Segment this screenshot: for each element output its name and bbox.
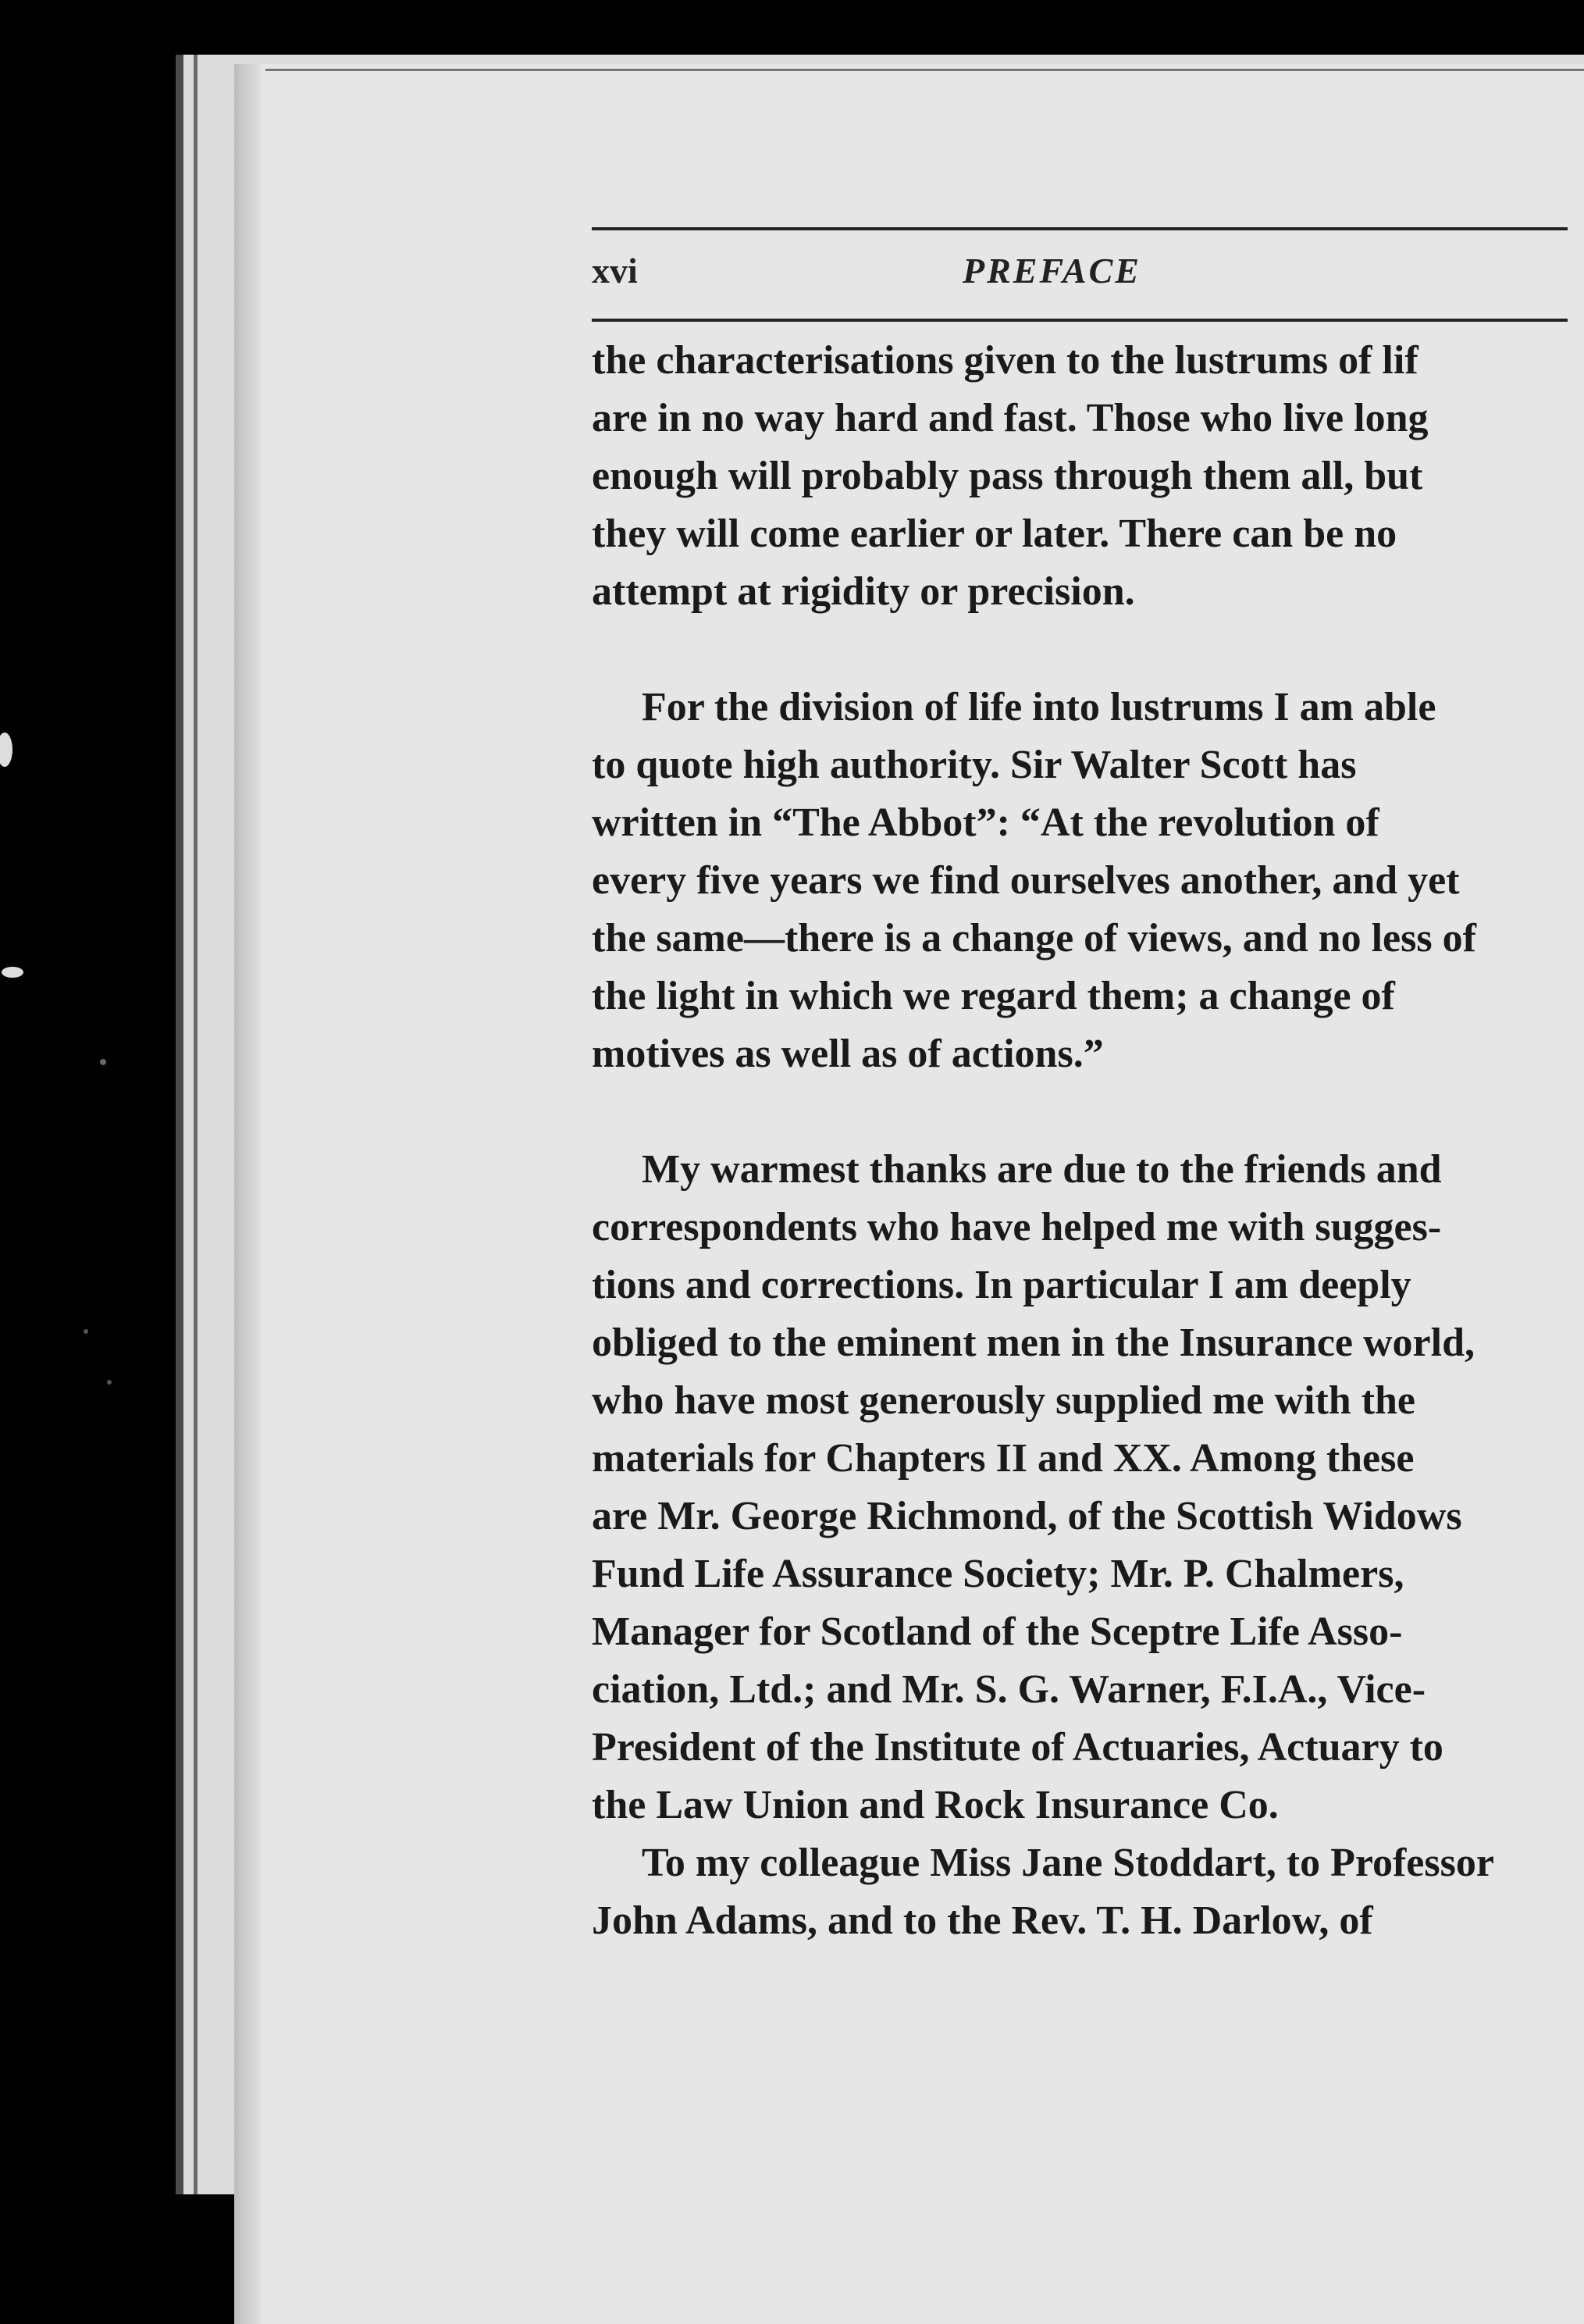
text-line: are Mr. George Richmond, of the Scottish Widows: [592, 1494, 1462, 1538]
text-line: the Law Union and Rock Insurance Co.: [592, 1783, 1279, 1827]
text-line: the same—there is a change of views, and no less of: [592, 916, 1476, 961]
text-line: every five years we find ourselves another, and yet: [592, 858, 1460, 903]
header-rule-top: [592, 227, 1568, 230]
page-gutter-shadow: [234, 64, 265, 2324]
text-line: Manager for Scotland of the Sceptre Life Asso-: [592, 1609, 1403, 1654]
text-line: motives as well as of actions.”: [592, 1032, 1104, 1076]
header-rule-bottom: [592, 319, 1568, 322]
page-number: xvi: [592, 251, 638, 290]
running-head: PREFACE: [963, 251, 1141, 290]
text-line: written in “The Abbot”: “At the revolution of: [592, 800, 1379, 845]
text-line: the light in which we regard them; a change of: [592, 974, 1395, 1018]
text-line: attempt at rigidity or precision.: [592, 569, 1135, 614]
text-line: obliged to the eminent men in the Insurance world,: [592, 1321, 1475, 1365]
page-header: [592, 250, 1568, 305]
text-line: My warmest thanks are due to the friends and: [642, 1147, 1442, 1192]
scan-specks: [0, 0, 187, 2324]
text-line: materials for Chapters II and XX. Among these: [592, 1436, 1415, 1481]
text-line: to quote high authority. Sir Walter Scott has: [592, 743, 1357, 787]
text-line: who have most generously supplied me with the: [592, 1378, 1416, 1423]
text-line: correspondents who have helped me with sugges-: [592, 1205, 1442, 1249]
text-line: they will come earlier or later. There can be no: [592, 511, 1397, 556]
paragraph-gap: [592, 1083, 1584, 1141]
scan-speck: [107, 1380, 112, 1385]
book-cover-edge-inner: [194, 55, 198, 2194]
paragraph-gap: [592, 621, 1584, 679]
page-top-edge: [265, 69, 1584, 71]
text-line: enough will probably pass through them all, but: [592, 454, 1423, 498]
scan-speck: [84, 1329, 88, 1334]
text-line: John Adams, and to the Rev. T. H. Darlow, of: [592, 1898, 1373, 1943]
text-line: the characterisations given to the lustrums of lif: [592, 338, 1418, 383]
scan-speck: [2, 967, 23, 978]
text-line: tions and corrections. In particular I am deeply: [592, 1263, 1411, 1307]
text-line: To my colleague Miss Jane Stoddart, to Professor: [642, 1841, 1494, 1885]
scan-speck: [100, 1059, 106, 1065]
book-cover-edge: [176, 55, 183, 2194]
body-text: [592, 332, 1584, 1950]
text-line: ciation, Ltd.; and Mr. S. G. Warner, F.I.A., Vice-: [592, 1667, 1426, 1712]
text-line: Fund Life Assurance Society; Mr. P. Chalmers,: [592, 1552, 1404, 1596]
scan-speck: [0, 732, 12, 767]
text-line: President of the Institute of Actuaries, Actuary to: [592, 1725, 1443, 1770]
text-line: For the division of life into lustrums I am able: [642, 685, 1436, 729]
text-line: are in no way hard and fast. Those who live long: [592, 396, 1429, 440]
